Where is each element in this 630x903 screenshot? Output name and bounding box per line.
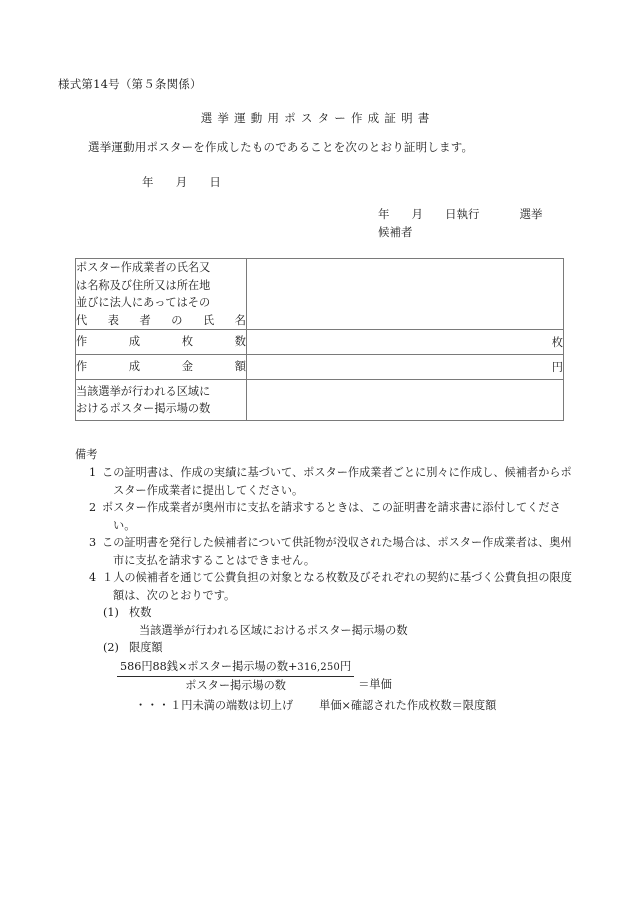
limit-amount-formula bbox=[75, 659, 575, 693]
label-char: 代 bbox=[76, 313, 88, 327]
label-char: 成 bbox=[128, 335, 141, 349]
label-char: 金 bbox=[181, 360, 194, 374]
note-item-2 bbox=[75, 499, 575, 534]
certification-statement: 選挙運動用ポスターを作成したものであることを次のとおり証明します。 bbox=[88, 140, 474, 154]
label-char: 氏 bbox=[203, 313, 215, 327]
subitem-2 bbox=[75, 639, 575, 657]
subitem-label: 限度額 bbox=[129, 641, 163, 654]
producer-name-label bbox=[76, 259, 247, 330]
rounding-note bbox=[75, 697, 575, 715]
formula-fraction bbox=[117, 659, 354, 693]
subitem-1-detail: 当該選挙が行われる区域におけるポスター掲示場の数 bbox=[139, 623, 408, 637]
note-text: この証明書を発行した候補者について供託物が没収された場合は、ポスター作成業者は、奥州市に支払を請求することはできません。 bbox=[102, 536, 572, 567]
table-row-production-amount bbox=[76, 355, 564, 380]
note-number: 4 bbox=[89, 571, 97, 584]
certificate-table bbox=[75, 258, 564, 421]
election-day-execute-label: 日執行 bbox=[445, 207, 480, 221]
form-number: 様式第14号（第５条関係） bbox=[58, 77, 202, 91]
date-day-label: 日 bbox=[209, 175, 222, 189]
note-item-3 bbox=[75, 534, 575, 569]
date-year-label: 年 bbox=[142, 175, 154, 189]
document-title: 選挙運動用ポスター作成証明書 bbox=[200, 111, 435, 125]
label-char: 作 bbox=[76, 360, 88, 374]
election-label: 選挙 bbox=[519, 207, 543, 221]
formula-denominator: ポスター掲示場の数 bbox=[185, 678, 286, 692]
note-item-1 bbox=[75, 464, 575, 499]
label-char: 数 bbox=[234, 335, 246, 349]
producer-name-label-line-1: ポスター作成業者の氏名又 bbox=[76, 261, 211, 274]
production-amount-value-unit[interactable]: 円 bbox=[247, 355, 564, 380]
producer-name-label-line-3: 並びに法人にあってはその bbox=[76, 296, 211, 309]
label-char: 成 bbox=[128, 360, 141, 374]
producer-name-value[interactable] bbox=[247, 259, 564, 330]
subitem-number: (2) bbox=[103, 641, 119, 654]
rounding-rule: １円未満の端数は切上げ bbox=[170, 698, 294, 712]
subitem-number: (1) bbox=[103, 606, 119, 619]
label-char: の bbox=[171, 313, 183, 327]
note-text: ポスター作成業者が奥州市に支払を請求するときは、この証明書を請求書に添付してください。 bbox=[102, 501, 561, 532]
label-char: 枚 bbox=[181, 335, 194, 349]
date-blank-line bbox=[142, 174, 221, 190]
producer-name-label-line-2: は名称及び住所又は所在地 bbox=[76, 278, 211, 292]
formula-numerator-unit: 円 bbox=[340, 659, 352, 673]
note-item-4 bbox=[75, 569, 575, 604]
note-number: 1 bbox=[89, 466, 97, 479]
note-number: 2 bbox=[89, 501, 97, 514]
table-row-poster-count bbox=[76, 330, 564, 355]
note-text: この証明書は、作成の実績に基づいて、ポスター作成業者ごとに別々に作成し、候補者からポスター作成業者に提出してください。 bbox=[102, 466, 572, 497]
notes-section bbox=[75, 447, 575, 714]
production-amount-label bbox=[76, 355, 247, 380]
formula-numerator-main: 586円88銭×ポスター掲示場の数+ bbox=[120, 659, 298, 673]
poster-board-label-line-1: 当該選挙が行われる区域に bbox=[76, 384, 211, 398]
leading-dots: ・・・ bbox=[135, 698, 171, 712]
formula-numerator bbox=[117, 659, 354, 677]
label-char: 表 bbox=[107, 313, 119, 327]
notes-heading: 備考 bbox=[75, 448, 98, 461]
poster-count-value-unit[interactable]: 枚 bbox=[247, 330, 564, 355]
subitem-1 bbox=[75, 604, 575, 622]
poster-board-count-value[interactable] bbox=[247, 380, 564, 421]
label-char: 作 bbox=[76, 335, 88, 349]
poster-count-label bbox=[76, 330, 247, 355]
candidate-election-block bbox=[378, 205, 543, 241]
label-char: 名 bbox=[234, 313, 246, 327]
poster-board-label-line-2: おけるポスター掲示場の数 bbox=[76, 402, 211, 415]
limit-equation: 単価×確認された作成枚数＝限度額 bbox=[319, 698, 497, 712]
election-month-label: 月 bbox=[411, 207, 423, 221]
note-number: 3 bbox=[89, 536, 97, 549]
producer-name-label-line-4 bbox=[76, 312, 246, 330]
poster-board-count-label bbox=[76, 380, 247, 421]
formula-result: ＝単価 bbox=[358, 677, 392, 691]
subitem-label: 枚数 bbox=[129, 606, 152, 619]
table-row-producer-name bbox=[76, 259, 564, 330]
formula-numerator-amount: 316,250 bbox=[297, 661, 341, 673]
label-char: 額 bbox=[234, 360, 246, 374]
label-char: 者 bbox=[139, 313, 151, 327]
election-year-label: 年 bbox=[378, 207, 390, 221]
table-row-poster-board-count bbox=[76, 380, 564, 421]
note-text: １人の候補者を通じて公費負担の対象となる枚数及びそれぞれの契約に基づく公費負担の限度額は、次のとおりです。 bbox=[102, 571, 572, 602]
candidate-label: 候補者 bbox=[378, 225, 413, 239]
date-month-label: 月 bbox=[175, 175, 188, 189]
